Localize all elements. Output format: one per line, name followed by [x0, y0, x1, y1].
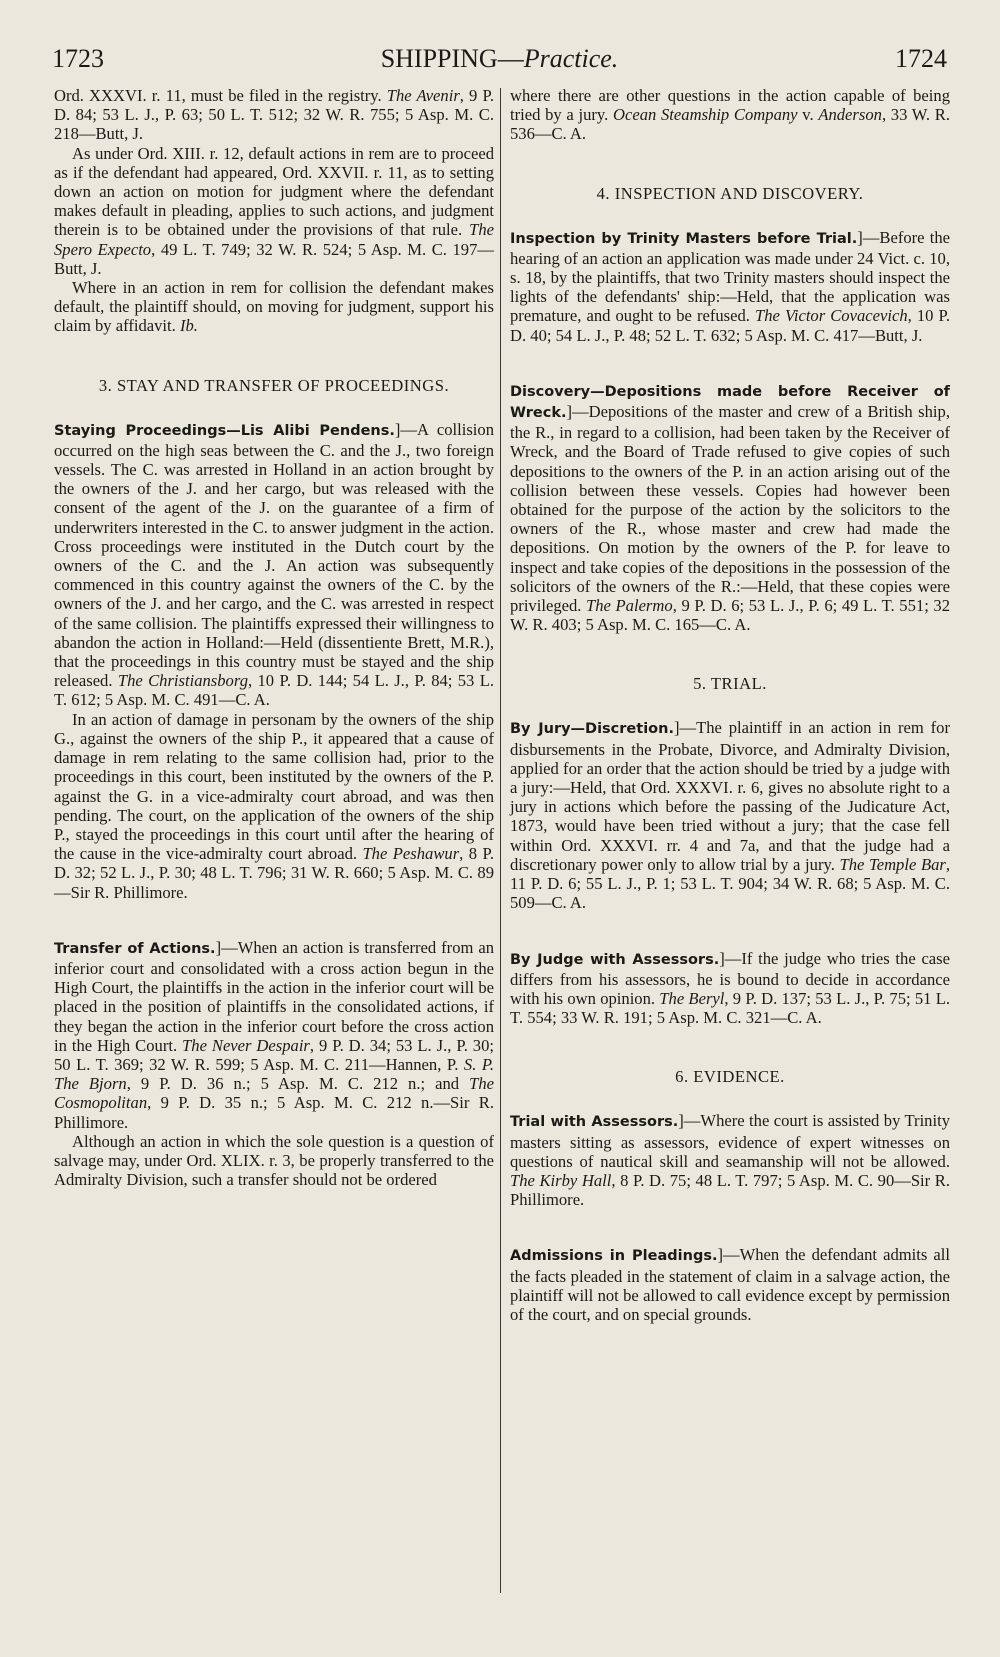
paragraph: Although an action in which the sole question is a question of salvage may, under Ord. XLIX. r. 3, be properly transferred to the Admiralty Division, such a transfer should not be ordered	[54, 1131, 494, 1190]
run-in-heading: Admissions in Pleadings.	[510, 1248, 718, 1265]
run-in-heading: Staying Proceedings—Lis Alibi Pendens.	[54, 422, 395, 439]
right-page-number: 1724	[895, 44, 947, 73]
paragraph: Ord. XXXVI. r. 11, must be filed in the registry. The Avenir, 9 P. D. 84; 53 L. J., P. 63; 50 L. T. 512; 32 W. R. 755; 5 Asp. M. C. 218—Butt, J.	[54, 86, 494, 144]
paragraph: By Judge with Assessors.]—If the judge who tries the case differs from his assessors, he is bound to decide in accordance with his own opinion. The Beryl, 9 P. D. 137; 53 L. J., P. 75; 51 L. T. 554; 33 W. R. 191; 5 Asp. M. C. 321—C. A.	[510, 948, 950, 1028]
right-column	[510, 86, 950, 1324]
run-in-heading: By Jury—Discretion.	[510, 721, 674, 738]
section-heading-trial: 5. TRIAL.	[693, 674, 767, 694]
left-page-number: 1723	[52, 44, 104, 73]
run-in-heading: Discovery—Depositions made before Receiver of Wreck.	[510, 383, 950, 422]
paragraph: where there are other questions in the action capable of being tried by a jury. Ocean Steamship Company v. Anderson, 33 W. R. 536—C. A.	[510, 86, 950, 144]
section-heading-evidence: 6. EVIDENCE.	[675, 1067, 785, 1087]
run-in-heading: Transfer of Actions.	[54, 940, 216, 957]
page-header	[52, 44, 947, 80]
left-column	[54, 86, 494, 1189]
paragraph: Trial with Assessors.]—Where the court is assisted by Trinity masters sitting as assessors, evidence of expert witnesses on questions of nautical skill and seamanship will not be allowed. The Kirby Hall, 8 P. D. 75; 48 L. T. 797; 5 Asp. M. C. 90—Sir R. Phillimore.	[510, 1111, 950, 1210]
column-divider	[500, 88, 501, 1593]
paragraph: Transfer of Actions.]—When an action is transferred from an inferior court and consolidated with a cross action begun in the High Court, the plaintiffs in the action in the inferior court will be placed in the position of plaintiffs in the consolidated actions, if they began the action in the inferior court before the cross action in the High Court. The Never Despair, 9 P. D. 34; 53 L. J., P. 30; 50 L. T. 369; 32 W. R. 599; 5 Asp. M. C. 211—Hannen, P. S. P. The Bjorn, 9 P. D. 36 n.; 5 Asp. M. C. 212 n.; and The Cosmopolitan, 9 P. D. 35 n.; 5 Asp. M. C. 212 n.—Sir R. Phillimore.	[54, 937, 494, 1132]
paragraph: By Jury—Discretion.]—The plaintiff in an action in rem for disbursements in the Probate, Divorce, and Admiralty Division, applied for an order that the action should be tried by a judge with a jury:—Held, that Ord. XXXVI. r. 6, gives no absolute right to a jury in actions which before the passing of the Judicature Act, 1873, would have been tried without a jury; that the case fell within Ord. XXXVI. rr. 4 and 7a, and that the judge had a discretionary power only to allow trial by a jury. The Temple Bar, 11 P. D. 6; 55 L. J., P. 1; 53 L. T. 904; 34 W. R. 68; 5 Asp. M. C. 509—C. A.	[510, 718, 950, 913]
section-heading-stay-transfer: 3. STAY AND TRANSFER OF PROCEEDINGS.	[98, 375, 450, 395]
paragraph: Inspection by Trinity Masters before Trial.]—Before the hearing of an action an application was made under 24 Vict. c. 10, s. 18, by the plaintiffs, that two Trinity masters should inspect the lights of the defendants' ship:—Held, that the application was premature, and ought to be refused. The Victor Covacevich, 10 P. D. 40; 54 L. J., P. 48; 52 L. T. 632; 5 Asp. M. C. 417—Butt, J.	[510, 227, 950, 345]
paragraph: Admissions in Pleadings.]—When the defendant admits all the facts pleaded in the statement of claim in a salvage action, the plaintiff will not be allowed to call evidence except by permission of the court, and on special grounds.	[510, 1245, 951, 1324]
paragraph: In an action of damage in personam by the owners of the ship G., against the owners of the ship P., it appeared that a cause of damage in rem relating to the same collision had, prior to the proceedings in this court, been instituted by the owners of the P. against the G. in a vice-admiralty court abroad, and was then pending. The court, on the application of the owners of the ship P., stayed the proceedings in this court until after the hearing of the cause in the vice-admiralty court abroad. The Peshawur, 8 P. D. 32; 52 L. J., P. 30; 48 L. T. 796; 31 W. R. 660; 5 Asp. M. C. 89—Sir R. Phillimore.	[54, 709, 494, 902]
paragraph: Where in an action in rem for collision the defendant makes default, the plaintiff should, on moving for judgment, support his claim by affidavit. Ib.	[54, 278, 494, 336]
run-in-heading: By Judge with Assessors.	[510, 951, 720, 968]
section-heading-inspection-discovery: 4. INSPECTION AND DISCOVERY.	[596, 183, 864, 203]
run-in-heading: Inspection by Trinity Masters before Trial.	[510, 230, 858, 247]
paragraph: Staying Proceedings—Lis Alibi Pendens.]—A collision occurred on the high seas between the C. and the J., two foreign vessels. The C. was arrested in Holland in an action brought by the owners of the J. and her cargo, but was released with the consent of the agent of the J. on the guarantee of a firm of underwriters interested in the C. to answer judgment in the action. Cross proceedings were instituted in the Dutch court by the owners of the C. and the J. An action was subsequently commenced in this country against the owners of the C. by the owners of the J. and her cargo, and the C. was arrested in respect of the same collision. The plaintiffs expressed their willingness to abandon the action in Holland:—Held (dissentiente Brett, M.R.), that the proceedings in this country must be stayed and the ship released. The Christiansborg, 10 P. D. 144; 54 L. J., P. 84; 53 L. T. 612; 5 Asp. M. C. 491—C. A.	[54, 419, 494, 710]
paragraph: As under Ord. XIII. r. 12, default actions in rem are to proceed as if the defendant had appeared, Ord. XXVII. r. 11, as to setting down an action on motion for judgment where the defendant makes default in pleading, applies to such actions, and judgment therein is to be obtained under the provisions of that rule. The Spero Expecto, 49 L. T. 749; 32 W. R. 524; 5 Asp. M. C. 197—Butt, J.	[54, 143, 494, 278]
running-title: SHIPPING—Practice.	[380, 44, 619, 73]
paragraph: Discovery—Depositions made before Receiver of Wreck.]—Depositions of the master and crew of a British ship, the R., in regard to a collision, had been taken by the Receiver of Wreck, and the Board of Trade refused to give copies of such depositions to the owners of the P. in an action arising out of the collision between these vessels. Copies had however been obtained for the purpose of the action by the solicitors to the owners of the R., whose master and crew had made the depositions. On motion by the owners of the P. for leave to inspect and take copies of the depositions in the possession of the solicitors of the owners of the R.:—Held, that these copies were privileged. The Palermo, 9 P. D. 6; 53 L. J., P. 6; 49 L. T. 551; 32 W. R. 403; 5 Asp. M. C. 165—C. A.	[510, 383, 951, 635]
run-in-heading: Trial with Assessors.	[510, 1114, 679, 1131]
